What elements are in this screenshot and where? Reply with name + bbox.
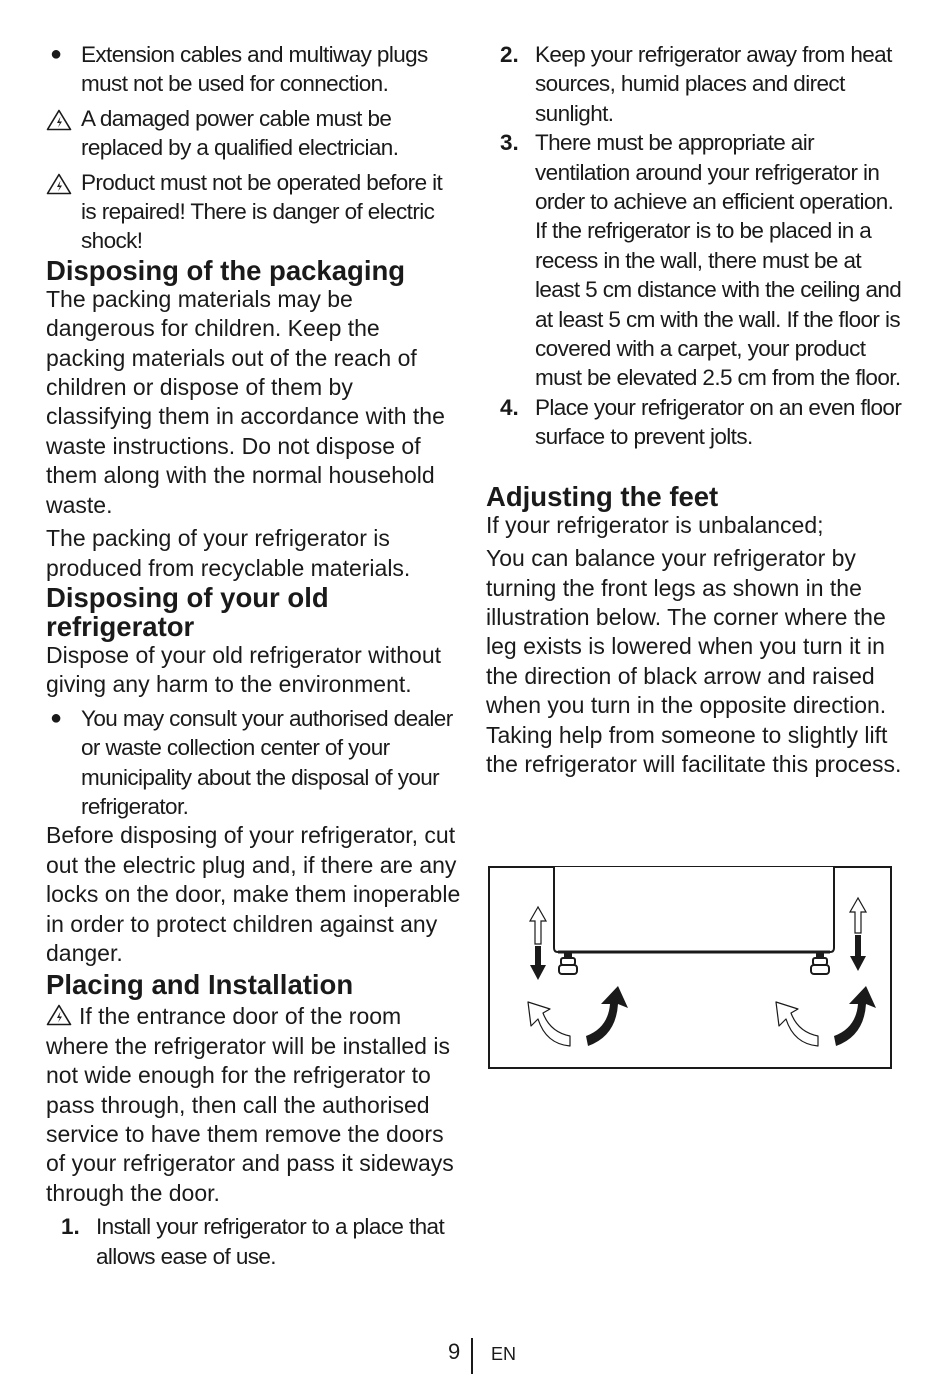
refrigerator-body (554, 867, 834, 952)
bullet-marker: ● (50, 43, 62, 65)
paragraph: The packing materials may be dangerous for children. Keep the packing materials out of the reach of children or dispose of them by classifying them in accordance with the waste instructions. Do not dispose of them along with the normal household waste. (46, 285, 445, 518)
warning-text: If the entrance door of the room where the refrigerator will be installed is not wide enough for the refrigerator to pass through, then call the authorised service to have them remove the doors of your refrigerator and pass it sideways through the door. (46, 1003, 454, 1206)
warning-text: A damaged power cable must be replaced by a qualified electrician. (81, 105, 399, 161)
section-heading-packaging: Disposing of the packaging (46, 254, 406, 286)
paragraph: Dispose of your old refrigerator without giving any harm to the environment. (46, 641, 442, 698)
numbered-item (500, 393, 906, 452)
item-text: Place your refrigerator on an even floor surface to prevent jolts. (535, 394, 902, 450)
right-column (486, 40, 906, 779)
feet-adjustment-illustration (488, 866, 892, 1069)
warning-icon (46, 173, 72, 195)
paragraph: Before disposing of your refrigerator, cut out the electric plug and, if there are any locks on the door, make them inoperable in order to protect children against any danger. (46, 822, 461, 966)
item-number: 2. (500, 42, 519, 67)
item-number: 4. (500, 394, 519, 420)
section-heading-adjusting-feet: Adjusting the feet (486, 480, 719, 512)
bullet-text: Extension cables and multiway plugs must not be used for connection. (81, 42, 428, 97)
numbered-list (46, 1212, 461, 1271)
warning-item (46, 168, 461, 256)
warning-text: Product must not be operated before it is repaired! There is danger of electric shock! (81, 169, 443, 254)
numbered-list (486, 40, 906, 452)
bullet-marker: ● (50, 706, 62, 729)
footer-divider (471, 1338, 473, 1374)
numbered-item (500, 128, 906, 393)
section-heading-placing: Placing and Installation (46, 969, 354, 1001)
language-code: EN (491, 1344, 517, 1364)
left-column (46, 40, 461, 1276)
item-number: 1. (61, 1214, 80, 1240)
section-heading-old-refrigerator: Disposing of your old refrigerator (46, 581, 329, 642)
warning-paragraph (46, 1002, 461, 1208)
numbered-item (61, 1212, 461, 1271)
paragraph: If your refrigerator is unbalanced; (486, 511, 824, 538)
warning-item (46, 104, 461, 163)
bullet-item (46, 704, 461, 822)
bullet-item (46, 40, 461, 99)
paragraph: You can balance your refrigerator by turning the front legs as shown in the illustration below. The corner where the leg exists is lowered when you turn it in the direction of black arrow and raised when you turn in the opposite direction. Taking help from someone to slightly lift the refrigerator will facilitate this process. (486, 545, 902, 777)
paragraph: The packing of your refrigerator is produced from recyclable materials. (46, 525, 411, 581)
item-text: Keep your refrigerator away from heat sources, humid places and direct sunlight. (535, 42, 892, 126)
numbered-item (500, 40, 906, 128)
item-text: Install your refrigerator to a place that allows ease of use. (96, 1214, 445, 1269)
item-text: There must be appropriate air ventilation around your refrigerator in order to achieve an efficient operation. If the refrigerator is to be placed in a recess in the wall, there must be at least 5 cm distance with the ceiling and at least 5 cm with the wall. If the floor is covered with a carpet, your product must be elevated 2.5 cm from the floor. (535, 130, 902, 391)
item-number: 3. (500, 130, 519, 156)
warning-icon (46, 1004, 72, 1026)
warning-icon (46, 109, 72, 131)
bullet-text: You may consult your authorised dealer or waste collection center of your municipality about the disposal of your refrigerator. (81, 705, 453, 819)
page-number: 9 (448, 1339, 461, 1364)
